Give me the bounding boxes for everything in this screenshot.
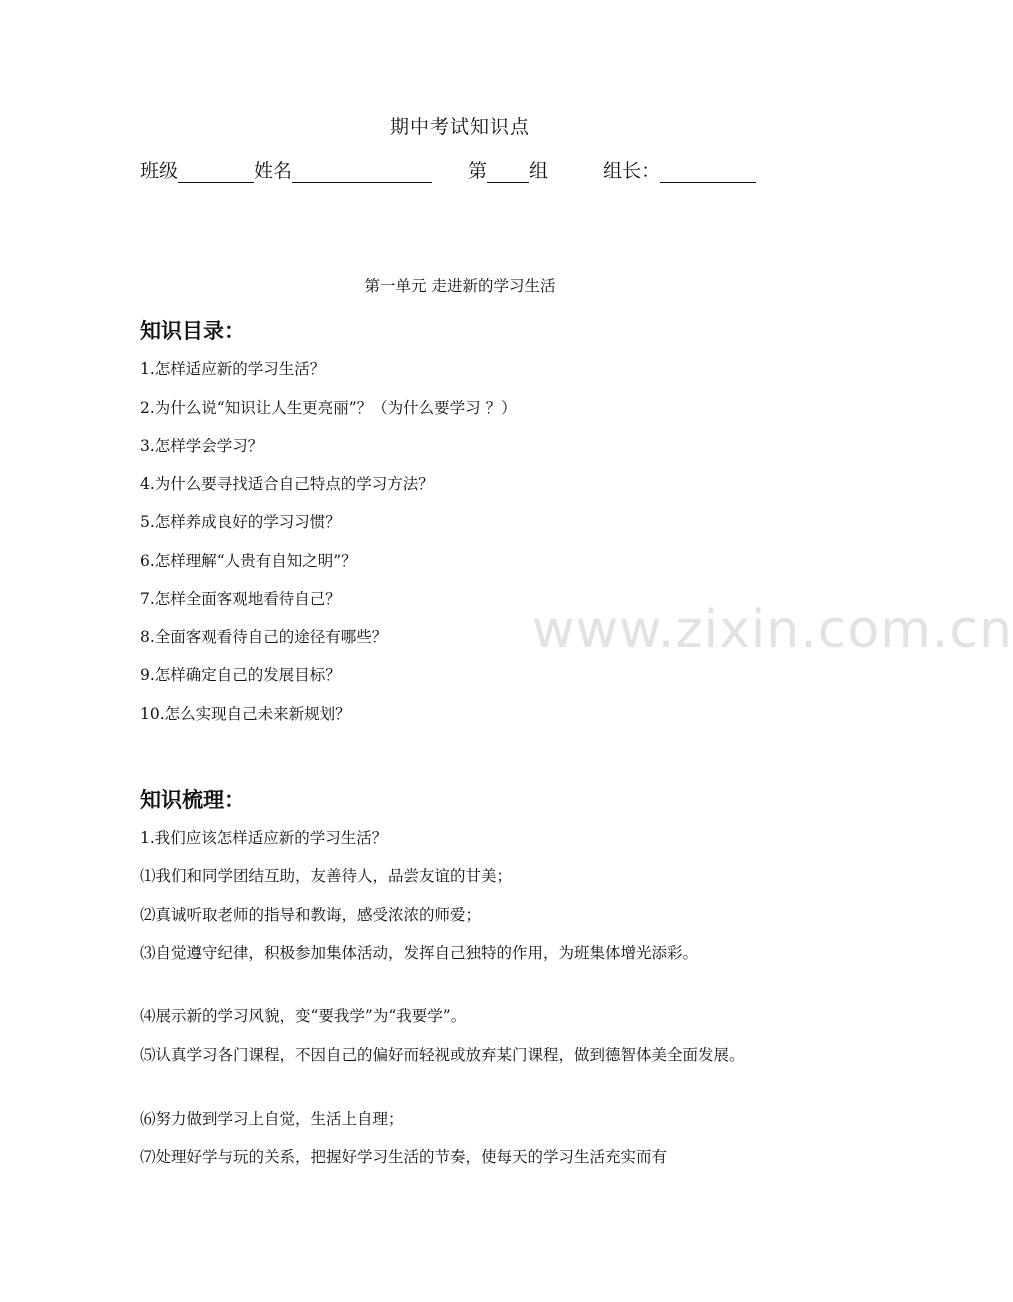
catalog-heading: 知识目录： <box>140 319 245 343</box>
group-suffix: 组 <box>529 160 549 182</box>
catalog-item: 4.为什么要寻找适合自己特点的学习方法？ <box>140 475 434 493</box>
catalog-item: 9.怎样确定自己的发展目标？ <box>140 666 341 684</box>
document-title: 期中考试知识点 <box>389 116 530 138</box>
catalog-item: 5.怎样养成良好的学习习惯？ <box>140 513 341 531</box>
outline-point: ⑵真诚听取老师的指导和教诲，感受浓浓的师爱； <box>140 906 482 924</box>
class-blank <box>178 160 254 183</box>
outline-point: ⑷展示新的学习风貌，变“要我学”为“我要学”。 <box>140 1007 467 1025</box>
catalog-item: 10.怎么实现自己未来新规划？ <box>140 705 351 723</box>
name-blank <box>292 160 432 183</box>
group-prefix: 第 <box>468 160 488 182</box>
name-label: 姓名 <box>254 160 293 182</box>
outline-point: ⑹努力做到学习上自觉，生活上自理； <box>140 1110 404 1128</box>
student-info-line <box>140 156 756 183</box>
watermark: www.zixin.com.cn <box>532 600 1013 660</box>
outline-point: ⑴我们和同学团结互助，友善待人，品尝友谊的甘美； <box>140 867 513 885</box>
leader-label: 组长： <box>603 160 661 182</box>
outline-question: 1.我们应该怎样适应新的学习生活？ <box>140 829 388 847</box>
outline-point: ⑶自觉遵守纪律，积极参加集体活动，发挥自己独特的作用，为班集体增光添彩。 <box>140 944 699 962</box>
catalog-item: 2.为什么说“知识让人生更亮丽”？（为什么要学习 ？） <box>140 399 517 417</box>
outline-point: ⑸认真学习各门课程，不因自己的偏好而轻视或放弃某门课程，做到德智体美全面发展。 <box>140 1046 745 1064</box>
catalog-item: 6.怎样理解“人贵有自知之明”？ <box>140 552 357 570</box>
catalog-item: 7.怎样全面客观地看待自己？ <box>140 590 341 608</box>
catalog-item: 8.全面客观看待自己的途径有哪些？ <box>140 628 388 646</box>
group-blank <box>487 160 529 183</box>
catalog-item: 3.怎样学会学习？ <box>140 437 264 455</box>
class-label: 班级 <box>140 160 179 182</box>
leader-blank <box>660 160 756 183</box>
catalog-item: 1.怎样适应新的学习生活？ <box>140 360 326 378</box>
unit-title: 第一单元 走进新的学习生活 <box>364 277 556 295</box>
outline-heading: 知识梳理： <box>140 788 245 812</box>
outline-point: ⑺处理好学与玩的关系，把握好学习生活的节奏，使每天的学习生活充实而有 <box>140 1148 668 1166</box>
